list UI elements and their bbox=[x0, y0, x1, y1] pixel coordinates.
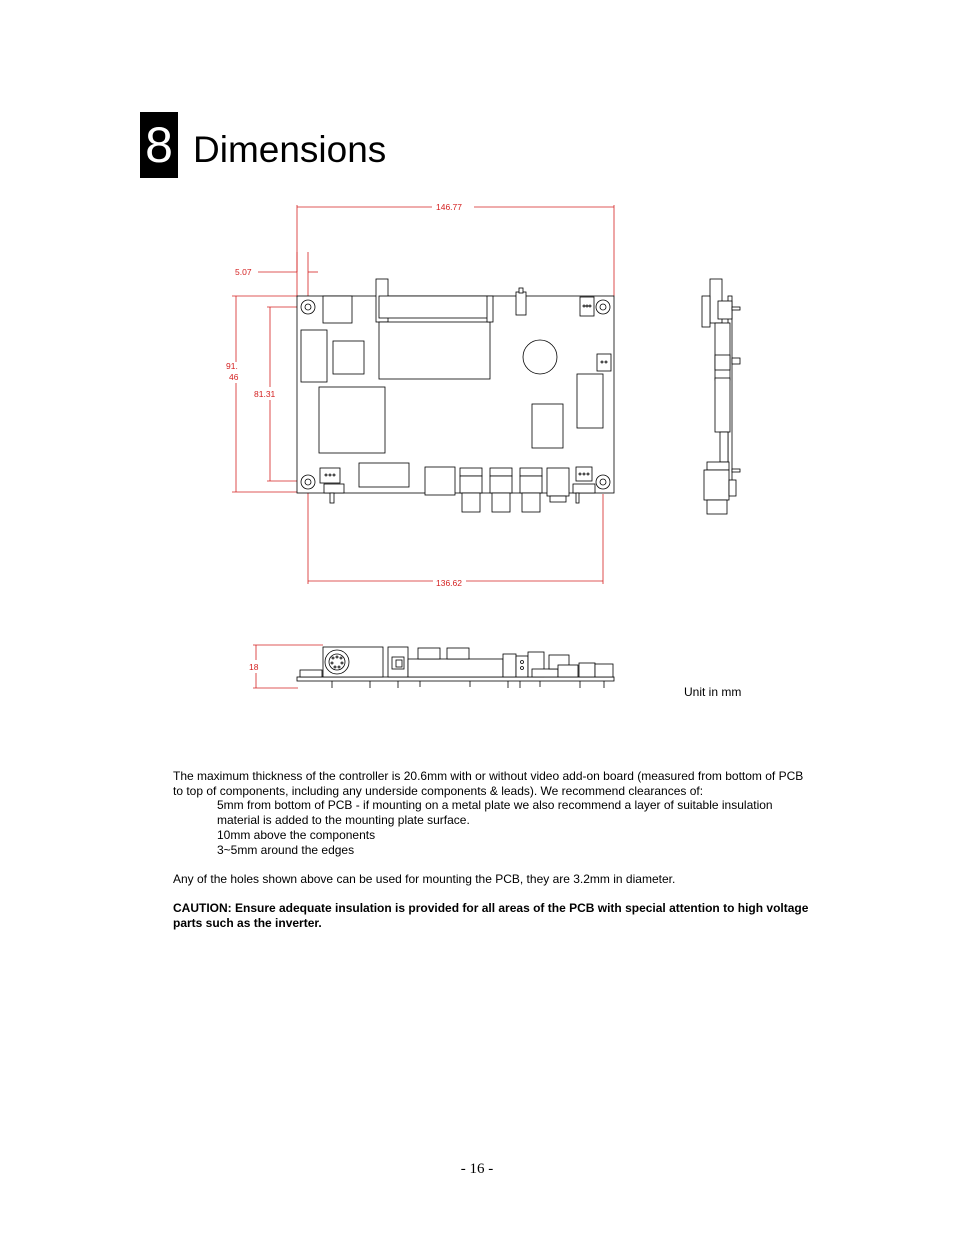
pcb-front-view bbox=[297, 647, 614, 688]
dim-overall-height-a: 91. bbox=[226, 361, 238, 371]
clearance-item: 5mm from bottom of PCB - if mounting on a metal plate we also recommend a layer of suitable insulation material is added to the mounting plate surface. bbox=[217, 798, 773, 828]
body-text bbox=[173, 769, 813, 931]
chapter-number-badge: 8 bbox=[140, 112, 178, 178]
caution-paragraph: CAUTION: Ensure adequate insulation is provided for all areas of the PCB with special attention to high voltage parts such as the inverter. bbox=[173, 901, 809, 930]
dim-overall-width: 146.77 bbox=[436, 202, 462, 212]
dim-overall-height-b: 46 bbox=[229, 372, 239, 382]
unit-label: Unit in mm bbox=[684, 685, 742, 699]
dim-height: 18 bbox=[249, 662, 259, 672]
clearance-item: 10mm above the components bbox=[217, 827, 376, 842]
pcb-side-view bbox=[702, 279, 740, 514]
dim-hole-spacing-vertical: 81.31 bbox=[254, 389, 276, 399]
mounting-holes-paragraph: Any of the holes shown above can be used for mounting the PCB, they are 3.2mm in diameter. bbox=[173, 871, 676, 886]
page-number: - 16 - bbox=[460, 1161, 494, 1177]
dim-hole-offset: 5.07 bbox=[235, 267, 252, 277]
chapter-title: Dimensions bbox=[193, 129, 387, 170]
pcb-top-view bbox=[297, 279, 614, 512]
dim-hole-spacing-horizontal: 136.62 bbox=[436, 578, 462, 588]
thickness-paragraph: The maximum thickness of the controller is 20.6mm with or without video add-on board (measured from bottom of PCB to top of components, including any underside components & leads). We recommend clearances of: bbox=[173, 769, 804, 798]
clearance-item: 3~5mm around the edges bbox=[217, 842, 355, 857]
